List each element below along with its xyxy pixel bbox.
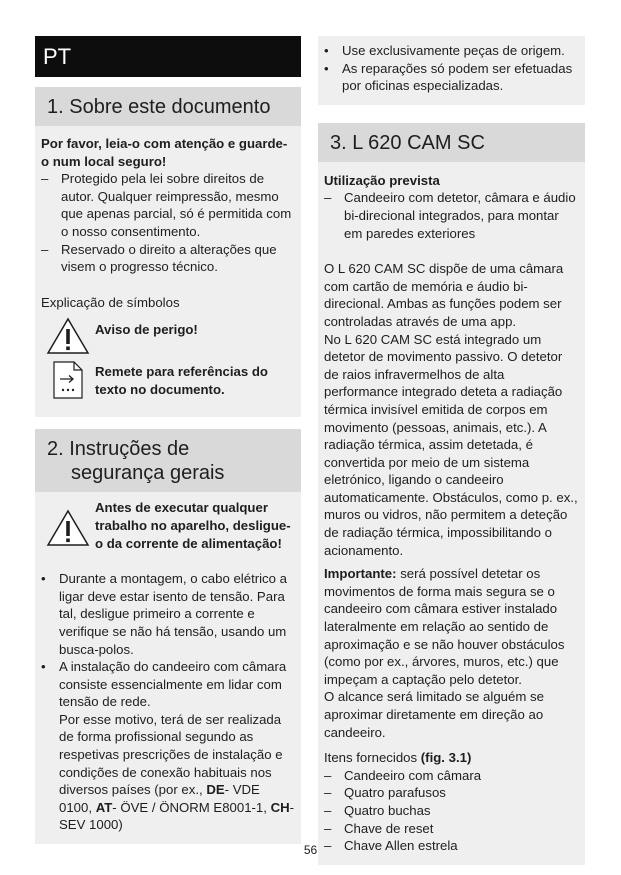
list-item-continuation: Por esse motivo, terá de ser realizada de forma profissional segundo as respetivas prescrições de instalação e condições de conexão habituais nos diversos países (por ex., DE- VDE 0100, AT- ÖVE / ÖNORM E8001-1, CH- SEV 1000) <box>59 711 295 833</box>
list-item: – Quatro buchas <box>324 802 431 818</box>
list-item: • As reparações só podem ser efetuadas por oficinas especializadas. <box>324 60 573 94</box>
use-heading: Utilização prevista <box>324 172 440 188</box>
section-safety <box>35 429 301 844</box>
warning-triangle-icon <box>41 499 95 547</box>
section-heading: 2. Instruções de segurança gerais <box>35 429 301 492</box>
section-about-document <box>35 87 301 417</box>
section-heading: 3. L 620 CAM SC <box>318 123 585 162</box>
reference-document-icon <box>41 361 95 399</box>
language-tab: PT <box>35 36 301 77</box>
list-item: – Candeeiro com câmara <box>324 767 482 783</box>
supplied-heading: Itens fornecidos (fig. 3.1) <box>324 750 472 766</box>
paragraph: O L 620 CAM SC dispõe de uma câmara com cartão de memória e áudio bi-direcional. Ambas as funções podem ser controladas através de uma app. <box>324 261 564 329</box>
safety-continued <box>318 36 585 105</box>
list-item: – Reservado o direito a alterações que visem o progresso técnico. <box>41 241 277 275</box>
symbol-reference-row <box>41 361 295 399</box>
right-column <box>318 36 585 865</box>
important-paragraph: Importante: será possível detetar os movimentos de forma mais segura se o candeeiro com câmara estiver instalado lateralmente em relação ao sentido de aproximação e se não houver obstáculos (como por ex., árvores, muros, etc.) que impeçam a captação pelo detetor. <box>324 566 565 687</box>
symbol-danger-label: Aviso de perigo! <box>95 322 198 338</box>
list-item: • A instalação do candeeiro com câmara consiste essencialmente em lidar com tensão de rede. <box>41 659 287 710</box>
symbols-heading: Explicação de símbolos <box>41 294 180 310</box>
paragraph: No L 620 CAM SC está integrado um detetor de movimento passivo. O detetor de raios infravermelhos de alta performance integrado deteta a radiação térmica invisível emitida de corpos em movimento (pessoas, animais, etc.). A radiação térmica, assim detetada, é convertida por meio de um sistema eletrónico, ligando o candeeiro automaticamente. Obstáculos, como p. ex., muros ou vidros, não permitem a deteção de radiação térmica, impossibilitando o acionamento. <box>324 331 578 558</box>
paragraph: O alcance será limitado se alguém se aproximar diretamente em direção ao candeeiro. <box>324 689 544 740</box>
warning-row <box>41 499 295 552</box>
list-item: – Candeeiro com detetor, câmara e áudio bi-direcional integrados, para montar em paredes exteriores <box>324 190 576 241</box>
warning-text: Antes de executar qualquer trabalho no aparelho, desligue-o da corrente de alimentação! <box>95 500 291 551</box>
list-item: – Protegido pela lei sobre direitos de autor. Qualquer reimpressão, mesmo que apenas parcial, só é permitida com o nosso consentimento. <box>41 171 292 239</box>
list-item: • Use exclusivamente peças de origem. <box>324 43 565 58</box>
intro-text: Por favor, leia-o com atenção e guarde-o num local seguro! <box>41 136 288 169</box>
list-item: – Chave de reset <box>324 820 434 836</box>
list-item: • Durante a montagem, o cabo elétrico a ligar deve estar isento de tensão. Para tal, desligue primeiro a corrente e verifique se não há tensão, usando um busca-polos. <box>41 571 287 657</box>
warning-triangle-icon <box>41 317 95 355</box>
left-column <box>35 36 301 844</box>
list-item: – Quatro parafusos <box>324 785 446 801</box>
page-number: 56 <box>303 843 318 857</box>
symbol-danger-row <box>41 317 295 355</box>
section-product <box>318 123 585 865</box>
section-heading: 1. Sobre este documento <box>35 87 301 126</box>
symbol-reference-label: Remete para referências do texto no documento. <box>95 364 268 397</box>
list-item: – Chave Allen estrela <box>324 838 458 854</box>
